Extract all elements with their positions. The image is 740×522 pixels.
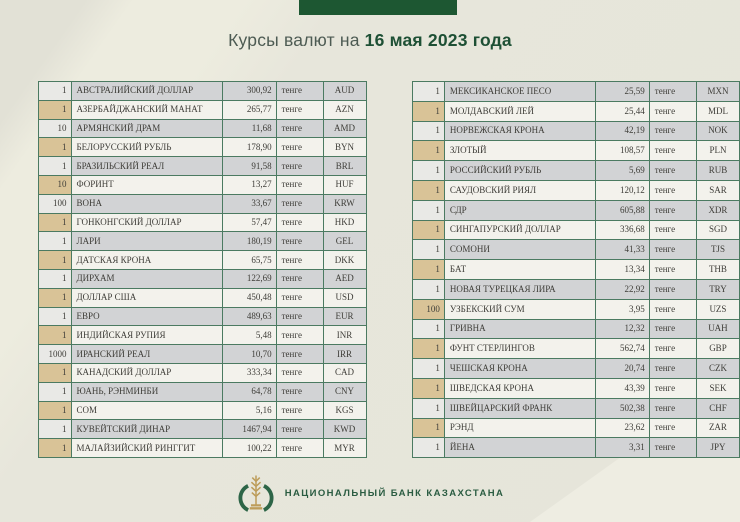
currency-quantity: 1 [39,213,72,232]
currency-row [412,339,740,359]
currency-name: ШВЕДСКАЯ КРОНА [444,378,595,398]
currency-unit-label: тенге [276,288,323,307]
currency-quantity: 1 [39,157,72,176]
currency-rate: 489,63 [222,307,276,326]
currency-code: TRY [696,279,739,299]
currency-rate: 25,44 [595,101,649,121]
currency-name: ЗЛОТЫЙ [444,141,595,161]
currency-code: KGS [323,401,366,420]
currency-quantity: 1 [412,398,444,418]
currency-rate: 91,58 [222,157,276,176]
currency-unit-label: тенге [276,82,323,101]
currency-code: SEK [696,378,739,398]
currency-rate: 20,74 [595,359,649,379]
currency-row [39,382,367,401]
currency-code: NOK [696,121,739,141]
currency-quantity: 1 [412,359,444,379]
currency-row [39,326,367,345]
currency-row [412,240,740,260]
currency-quantity: 1 [39,100,72,119]
currency-row [412,359,740,379]
currency-code: IRR [323,345,366,364]
currency-code: SGD [696,220,739,240]
currency-unit-label: тенге [276,439,323,458]
currency-rate: 120,12 [595,180,649,200]
currency-quantity: 1 [412,220,444,240]
currency-rate: 333,34 [222,363,276,382]
currency-rate: 108,57 [595,141,649,161]
currency-row [412,299,740,319]
currency-row [412,200,740,220]
currency-unit-label: тенге [649,359,696,379]
currency-unit-label: тенге [276,307,323,326]
currency-name: ГОНКОНГСКИЙ ДОЛЛАР [71,213,222,232]
currency-rate: 5,69 [595,161,649,181]
currency-quantity: 1 [412,180,444,200]
page-title-date: 16 мая 2023 года [364,30,512,50]
currency-row [412,220,740,240]
currency-quantity: 1 [412,260,444,280]
page-title [0,30,740,51]
currency-unit-label: тенге [649,161,696,181]
bank-name-label: НАЦИОНАЛЬНЫЙ БАНК КАЗАХСТАНА [284,487,505,499]
currency-quantity: 1 [39,138,72,157]
currency-unit-label: тенге [649,438,696,458]
currency-name: МАЛАЙЗИЙСКИЙ РИНГГИТ [71,439,222,458]
currency-code: RUB [696,161,739,181]
currency-quantity: 100 [412,299,444,319]
currency-quantity: 1 [412,378,444,398]
currency-code: BRL [323,157,366,176]
currency-rate: 336,68 [595,220,649,240]
rates-table-left [38,81,367,458]
currency-rate: 33,67 [222,194,276,213]
currency-unit-label: тенге [276,382,323,401]
currency-name: ЕВРО [71,307,222,326]
currency-unit-label: тенге [649,378,696,398]
currency-name: НОРВЕЖСКАЯ КРОНА [444,121,595,141]
currency-name: УЗБЕКСКИЙ СУМ [444,299,595,319]
currency-rate: 562,74 [595,339,649,359]
currency-code: MDL [696,101,739,121]
currency-quantity: 1 [412,438,444,458]
currency-name: САУДОВСКИЙ РИЯЛ [444,180,595,200]
currency-name: ШВЕЙЦАРСКИЙ ФРАНК [444,398,595,418]
currency-quantity: 1 [412,200,444,220]
currency-code: SAR [696,180,739,200]
currency-quantity: 1 [412,82,444,102]
currency-rate: 265,77 [222,100,276,119]
currency-code: CAD [323,363,366,382]
currency-name: ФОРИНТ [71,175,222,194]
currency-name: НОВАЯ ТУРЕЦКАЯ ЛИРА [444,279,595,299]
currency-quantity: 1 [412,279,444,299]
currency-name: ЧЕШСКАЯ КРОНА [444,359,595,379]
currency-code: AED [323,269,366,288]
currency-rate: 13,34 [595,260,649,280]
currency-rate: 178,90 [222,138,276,157]
currency-row [39,288,367,307]
currency-row [39,269,367,288]
currency-unit-label: тенге [276,175,323,194]
currency-row [412,260,740,280]
currency-unit-label: тенге [649,279,696,299]
currency-code: AMD [323,119,366,138]
currency-name: МЕКСИКАНСКОЕ ПЕСО [444,82,595,102]
currency-quantity: 1 [39,269,72,288]
currency-name: КАНАДСКИЙ ДОЛЛАР [71,363,222,382]
currency-rate: 1467,94 [222,420,276,439]
currency-unit-label: тенге [276,232,323,251]
currency-rate: 300,92 [222,82,276,101]
currency-rate: 65,75 [222,251,276,270]
currency-rate: 100,22 [222,439,276,458]
currency-code: HUF [323,175,366,194]
currency-unit-label: тенге [649,398,696,418]
currency-quantity: 1 [412,418,444,438]
currency-quantity: 1 [39,307,72,326]
currency-unit-label: тенге [276,269,323,288]
currency-unit-label: тенге [276,251,323,270]
currency-rate: 605,88 [595,200,649,220]
currency-quantity: 1 [412,121,444,141]
currency-code: GEL [323,232,366,251]
currency-name: ЙЕНА [444,438,595,458]
currency-rate: 64,78 [222,382,276,401]
currency-name: КУВЕЙТСКИЙ ДИНАР [71,420,222,439]
currency-unit-label: тенге [649,141,696,161]
rates-table-right [412,81,740,458]
currency-unit-label: тенге [276,157,323,176]
currency-code: BYN [323,138,366,157]
currency-code: INR [323,326,366,345]
currency-code: TJS [696,240,739,260]
currency-name: РОССИЙСКИЙ РУБЛЬ [444,161,595,181]
currency-name: БРАЗИЛЬСКИЙ РЕАЛ [71,157,222,176]
currency-quantity: 1000 [39,345,72,364]
currency-row [39,194,367,213]
currency-quantity: 1 [39,363,72,382]
currency-unit-label: тенге [649,319,696,339]
currency-quantity: 10 [39,175,72,194]
currency-row [39,420,367,439]
currency-code: MXN [696,82,739,102]
currency-row [39,232,367,251]
currency-row [39,363,367,382]
currency-rate: 57,47 [222,213,276,232]
currency-name: АЗЕРБАЙДЖАНСКИЙ МАНАТ [71,100,222,119]
currency-row [412,438,740,458]
currency-name: ВОНА [71,194,222,213]
currency-unit-label: тенге [649,240,696,260]
currency-code: HKD [323,213,366,232]
currency-code: THB [696,260,739,280]
currency-code: DKK [323,251,366,270]
currency-code: USD [323,288,366,307]
currency-code: UZS [696,299,739,319]
currency-rate: 25,59 [595,82,649,102]
currency-quantity: 1 [412,339,444,359]
currency-quantity: 1 [412,161,444,181]
currency-name: АВСТРАЛИЙСКИЙ ДОЛЛАР [71,82,222,101]
currency-unit-label: тенге [276,345,323,364]
currency-code: MYR [323,439,366,458]
currency-code: AZN [323,100,366,119]
currency-quantity: 1 [39,439,72,458]
currency-unit-label: тенге [649,121,696,141]
currency-name: СИНГАПУРСКИЙ ДОЛЛАР [444,220,595,240]
currency-code: CZK [696,359,739,379]
currency-code: UAH [696,319,739,339]
currency-name: ИНДИЙСКАЯ РУПИЯ [71,326,222,345]
currency-code: XDR [696,200,739,220]
currency-row [412,161,740,181]
currency-code: CHF [696,398,739,418]
currency-unit-label: тенге [276,401,323,420]
rates-tables [38,81,740,458]
currency-name: АРМЯНСКИЙ ДРАМ [71,119,222,138]
national-bank-emblem-icon [236,472,276,514]
currency-quantity: 1 [412,141,444,161]
currency-row [39,175,367,194]
currency-code: KWD [323,420,366,439]
currency-unit-label: тенге [649,101,696,121]
currency-row [39,119,367,138]
currency-rate: 41,33 [595,240,649,260]
currency-unit-label: тенге [276,194,323,213]
currency-name: МОЛДАВСКИЙ ЛЕЙ [444,101,595,121]
currency-code: KRW [323,194,366,213]
currency-quantity: 10 [39,119,72,138]
top-green-bar [299,0,457,15]
currency-row [412,279,740,299]
currency-code: ZAR [696,418,739,438]
currency-quantity: 1 [39,420,72,439]
currency-row [412,378,740,398]
currency-row [412,398,740,418]
currency-row [39,100,367,119]
currency-unit-label: тенге [649,418,696,438]
currency-name: РЭНД [444,418,595,438]
currency-name: БЕЛОРУССКИЙ РУБЛЬ [71,138,222,157]
currency-rate: 43,39 [595,378,649,398]
currency-row [39,138,367,157]
currency-unit-label: тенге [649,180,696,200]
currency-rate: 23,62 [595,418,649,438]
currency-quantity: 1 [412,240,444,260]
currency-name: ДИРХАМ [71,269,222,288]
currency-row [412,82,740,102]
currency-code: EUR [323,307,366,326]
currency-row [39,82,367,101]
currency-unit-label: тенге [649,339,696,359]
currency-quantity: 1 [412,319,444,339]
currency-unit-label: тенге [276,119,323,138]
currency-unit-label: тенге [276,138,323,157]
currency-row [39,345,367,364]
currency-name: БАТ [444,260,595,280]
currency-unit-label: тенге [649,200,696,220]
currency-quantity: 1 [39,401,72,420]
currency-name: ДОЛЛАР США [71,288,222,307]
currency-row [39,307,367,326]
currency-name: ИРАНСКИЙ РЕАЛ [71,345,222,364]
currency-name: СОМОНИ [444,240,595,260]
currency-quantity: 1 [39,382,72,401]
currency-unit-label: тенге [276,420,323,439]
currency-code: PLN [696,141,739,161]
currency-unit-label: тенге [276,100,323,119]
currency-quantity: 1 [39,326,72,345]
currency-row [39,157,367,176]
currency-rate: 5,16 [222,401,276,420]
currency-code: AUD [323,82,366,101]
currency-name: ГРИВНА [444,319,595,339]
currency-row [412,101,740,121]
page-title-prefix: Курсы валют на [228,30,360,50]
currency-row [39,213,367,232]
currency-unit-label: тенге [649,299,696,319]
currency-name: ФУНТ СТЕРЛИНГОВ [444,339,595,359]
currency-rate: 10,70 [222,345,276,364]
currency-quantity: 1 [39,251,72,270]
currency-row [39,439,367,458]
currency-row [412,418,740,438]
currency-rate: 42,19 [595,121,649,141]
currency-unit-label: тенге [649,82,696,102]
currency-row [412,180,740,200]
currency-rate: 450,48 [222,288,276,307]
currency-rate: 22,92 [595,279,649,299]
currency-row [412,121,740,141]
currency-unit-label: тенге [649,220,696,240]
currency-rate: 502,38 [595,398,649,418]
currency-name: СДР [444,200,595,220]
currency-unit-label: тенге [276,326,323,345]
currency-rate: 12,32 [595,319,649,339]
currency-name: ЮАНЬ, РЭНМИНБИ [71,382,222,401]
currency-name: СОМ [71,401,222,420]
currency-unit-label: тенге [276,213,323,232]
currency-rate: 13,27 [222,175,276,194]
footer [0,472,740,514]
currency-code: JPY [696,438,739,458]
currency-quantity: 1 [412,101,444,121]
currency-quantity: 100 [39,194,72,213]
currency-name: ДАТСКАЯ КРОНА [71,251,222,270]
currency-code: CNY [323,382,366,401]
currency-row [39,251,367,270]
currency-rate: 3,31 [595,438,649,458]
currency-unit-label: тенге [276,363,323,382]
currency-rate: 180,19 [222,232,276,251]
currency-row [412,319,740,339]
currency-quantity: 1 [39,82,72,101]
currency-quantity: 1 [39,288,72,307]
currency-code: GBP [696,339,739,359]
currency-unit-label: тенге [649,260,696,280]
currency-row [39,401,367,420]
currency-rate: 5,48 [222,326,276,345]
currency-rate: 11,68 [222,119,276,138]
currency-rate: 122,69 [222,269,276,288]
currency-quantity: 1 [39,232,72,251]
currency-name: ЛАРИ [71,232,222,251]
currency-rate: 3,95 [595,299,649,319]
currency-row [412,141,740,161]
